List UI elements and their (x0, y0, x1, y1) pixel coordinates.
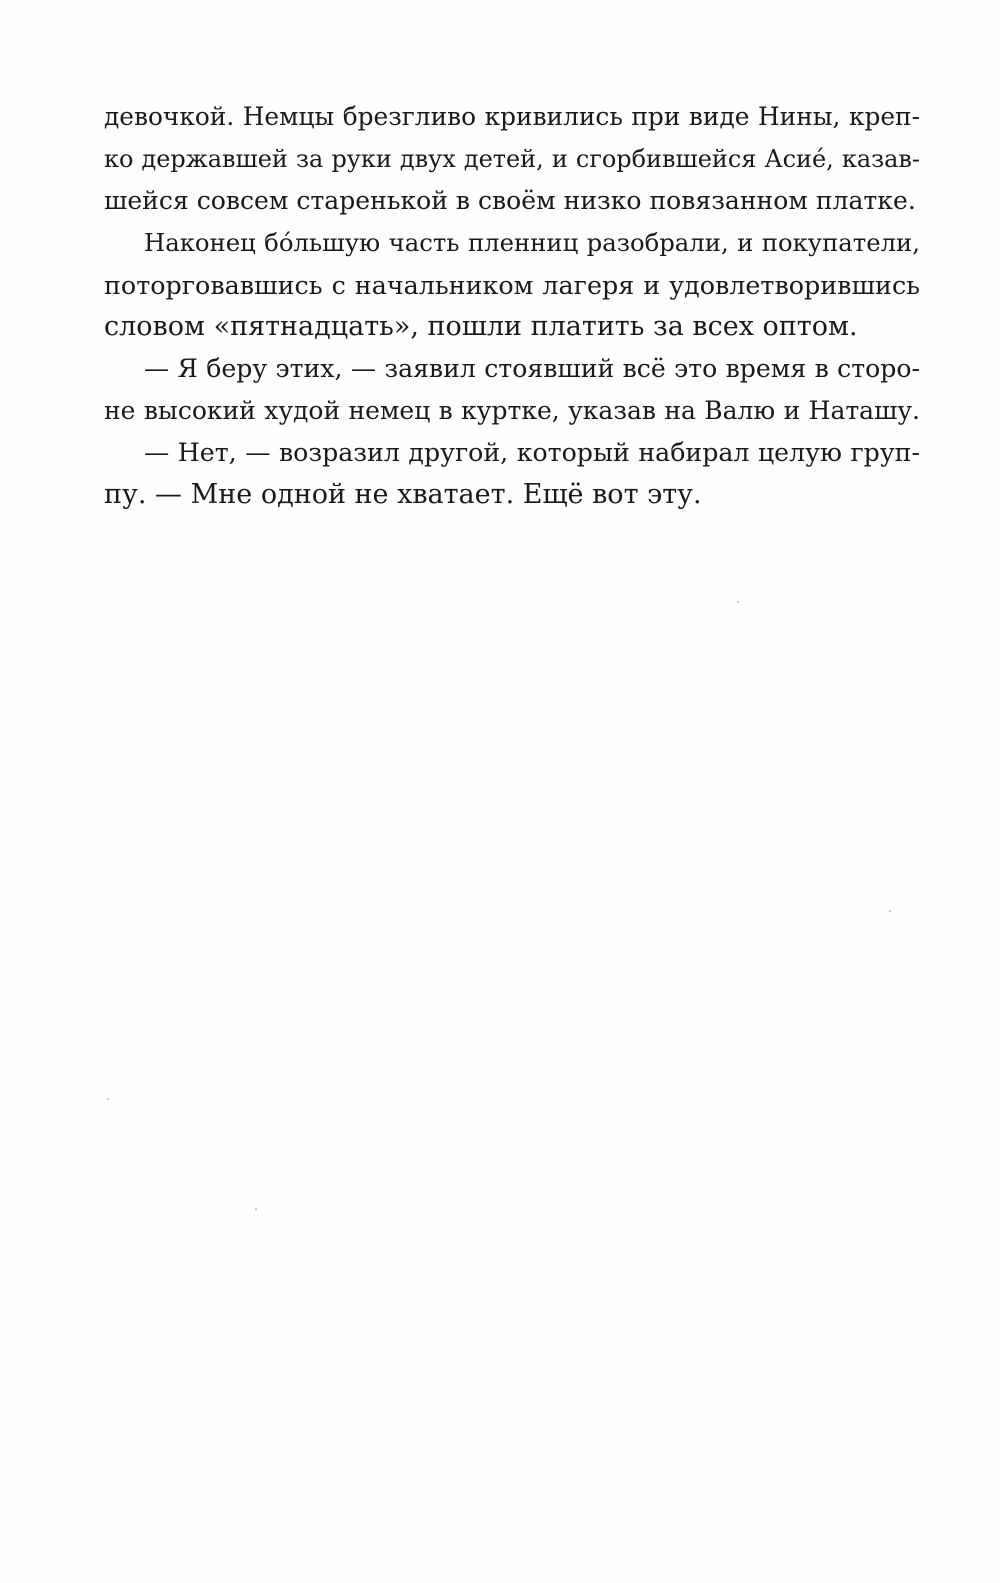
scan-speck (737, 601, 739, 603)
scan-speck (255, 1208, 257, 1210)
text-line: шейся совсем старенькой в своём низко повязанном платке. (104, 186, 916, 215)
scan-speck (107, 1098, 109, 1100)
text-line: девочкой. Немцы брезгливо кривились при виде Нины, креп- (104, 102, 920, 131)
text-line: Наконец бо́льшую часть пленниц разобрали, и покупатели, (144, 228, 920, 257)
text-line: — Я беру этих, — заявил стоявший всё это время в сторо- (144, 354, 920, 383)
text-line: — Нет, — возразил другой, который набирал целую груп- (144, 438, 920, 467)
text-line: поторговавшись с начальником лагеря и удовлетворившись (104, 270, 920, 300)
text-line: пу. — Мне одной не хватает. Ещё вот эту. (104, 479, 702, 510)
scan-speck (889, 910, 891, 912)
text-line: не высокий худой немец в куртке, указав на Валю и Наташу. (104, 396, 920, 425)
body-text (104, 96, 920, 516)
text-line: ко державшей за руки двух детей, и сгорбившейся Асие́, казав- (104, 145, 920, 173)
text-line: словом «пятнадцать», пошли платить за всех оптом. (104, 311, 858, 342)
